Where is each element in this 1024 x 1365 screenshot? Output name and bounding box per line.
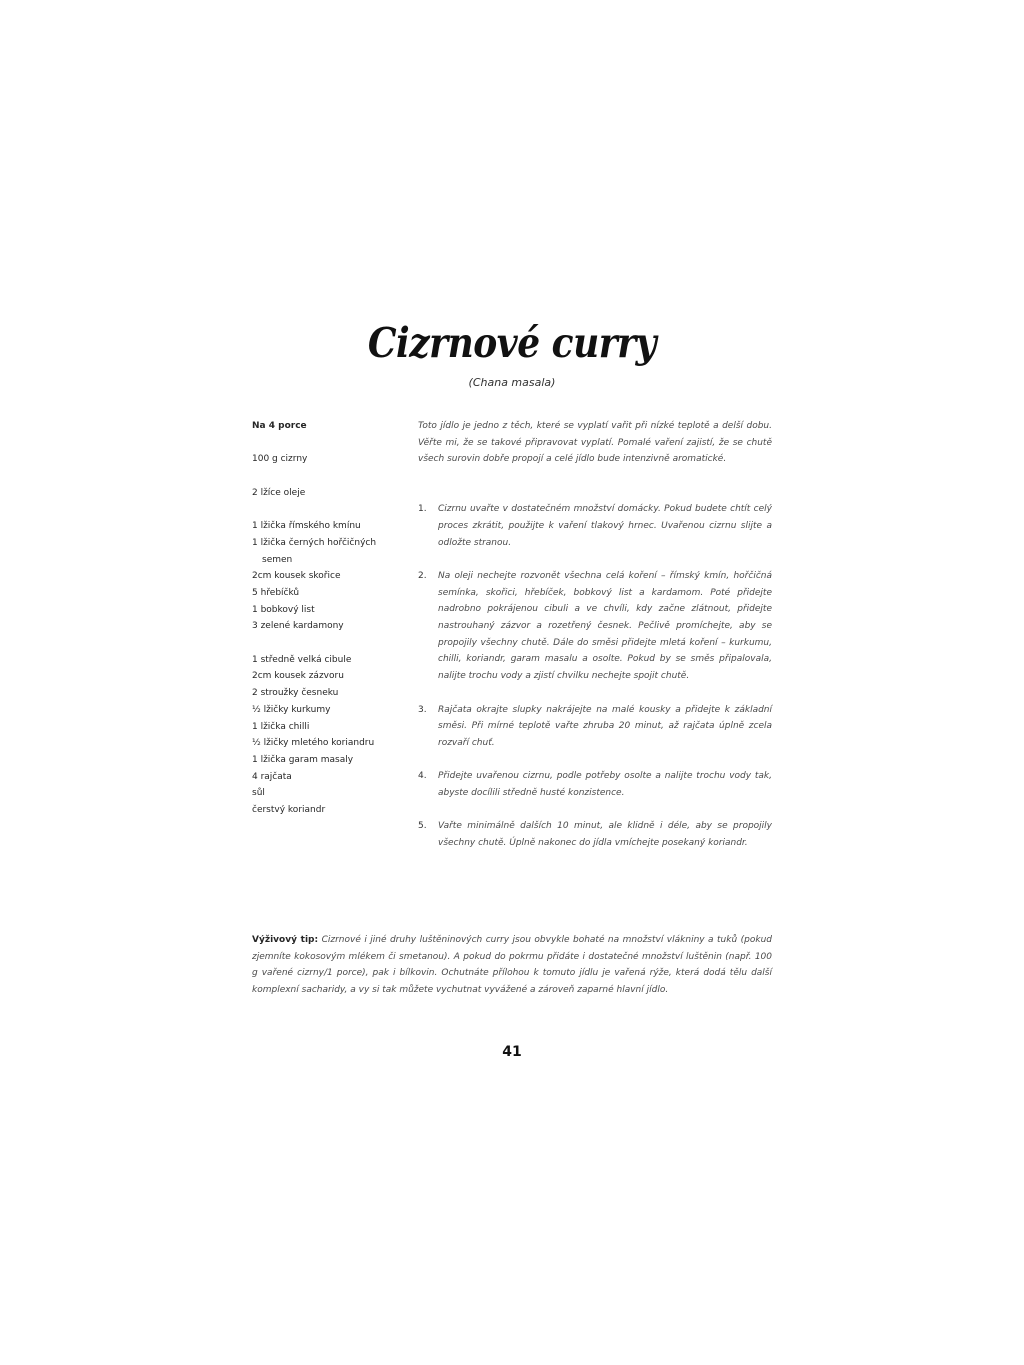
ingredient-item: 1 lžička garam masaly [252, 755, 354, 765]
ingredient-item: 2 lžíce oleje [252, 487, 306, 498]
method-step [418, 818, 772, 851]
page-number: 41 [502, 1044, 522, 1060]
ingredient-item: 1 bobkový list [252, 604, 315, 615]
recipe-subtitle: (Chana masala) [468, 376, 556, 389]
ingredient-item: 1 lžička římského kmínu [252, 521, 361, 532]
recipe-title: Cizrnové curry [367, 318, 657, 368]
ingredient-groups [252, 451, 402, 818]
method-steps [418, 501, 772, 852]
ingredient-item: 1 lžička černých hořčičných [252, 537, 377, 548]
ingredient-item: sůl [252, 788, 265, 799]
ingredient-item: 1 středně velká cibule [252, 654, 352, 665]
method-step [418, 568, 772, 685]
ingredient-item: 2 stroužky česneku [252, 688, 339, 699]
ingredient-item: 3 zelené kardamony [252, 621, 344, 632]
step-number: 4. [418, 771, 427, 782]
ingredient-group [252, 451, 402, 468]
ingredients-column [252, 418, 402, 819]
nutrition-tip [252, 932, 772, 999]
ingredient-item: 100 g cizrny [252, 454, 308, 465]
step-number: 5. [418, 821, 427, 832]
nutrition-tip-text: Cizrnové i jiné druhy luštěninových curry jsou obvykle bohaté na množství vlákniny a tuků (pokud zjemníte kokosovým mlékem či smetanou). A pokud do pokrmu přidáte i dostatečné množství luštěnin (např. 100 g vařené cizrny/1 porce), pak i bílkovin. Ochutnáte přílohou k tomuto jídlu je vařená rýže, která dodá tělu další komplexní sacharidy, a vy si tak můžete vychutnat vyvážené a zároveň zaparné hlavní jídlo. [252, 935, 772, 996]
step-text: Přidejte uvařenou cizrnu, podle potřeby osolte a nalijte trochu vody tak, abyste docílili středně husté konzistence. [438, 771, 772, 799]
ingredient-item: ½ lžičky kurkumy [252, 704, 331, 715]
method-step [418, 501, 772, 551]
ingredient-group [252, 652, 402, 819]
ingredient-item: 4 rajčata [252, 771, 292, 782]
nutrition-tip-label: Výživový tip: [252, 935, 319, 945]
method-step [418, 702, 772, 752]
method-column [418, 418, 772, 869]
ingredient-item: 1 lžička chilli [252, 721, 310, 732]
step-text: Cizrnu uvařte v dostatečném množství domácky. Pokud budete chtít celý proces zkrátit, použijte k vaření tlakový hrnec. Uvařenou cizrnu slijte a odložte stranou. [438, 504, 772, 548]
step-text: Rajčata okrajte slupky nakrájejte na malé kousky a přidejte k základní směsi. Při mírné teplotě vařte zhruba 20 minut, až rajčata úplně zcela rozvaří chuť. [438, 704, 772, 748]
ingredient-item: semen [262, 554, 293, 565]
ingredient-group [252, 518, 402, 635]
ingredient-group [252, 485, 402, 502]
step-number: 3. [418, 704, 427, 715]
ingredient-item: čerstvý koriandr [252, 805, 326, 816]
step-number: 2. [418, 570, 427, 581]
step-text: Vařte minimálně dalších 10 minut, ale klidně i déle, aby se propojily všechny chutě. Úplně nakonec do jídla vmíchejte posekaný koriandr. [438, 821, 772, 849]
ingredient-item: 5 hřebíčků [252, 587, 300, 598]
ingredient-item: 2cm kousek zázvoru [252, 671, 344, 682]
method-intro: Toto jídlo je jedno z těch, které se vyplatí vařit při nízké teplotě a delší dobu. Věřte mi, že se takové připravovat vyplatí. Pomalé vaření zajistí, že se chutě všech surovin dobře propojí a celé jídlo bude intenzivně aromatické. [418, 421, 772, 465]
ingredient-item: ½ lžičky mletého koriandru [252, 738, 375, 749]
document-page [252, 0, 772, 1365]
step-text: Na oleji nechejte rozvonět všechna celá koření – římský kmín, hořčičná semínka, skořici, hřebíček, bobkový list a kardamom. Poté přidejte nadrobno pokrájenou cibuli a ve chvíli, kdy začne zlátnout, přidejte nastrouhaný zázvor a rozetřený česnek. Pečlivě promíchejte, aby se propojily všechny chutě. Dále do směsi přidejte mletá koření – kurkumu, chilli, koriandr, garam masalu a osolte. Pokud by se směs připalovala, nalijte trochu vody a zjistí chvilku nechejte spojit chutě. [438, 570, 772, 682]
step-number: 1. [418, 504, 427, 515]
ingredient-item: 2cm kousek skořice [252, 571, 341, 582]
portions-label: Na 4 porce [252, 421, 307, 431]
method-step [418, 768, 772, 801]
